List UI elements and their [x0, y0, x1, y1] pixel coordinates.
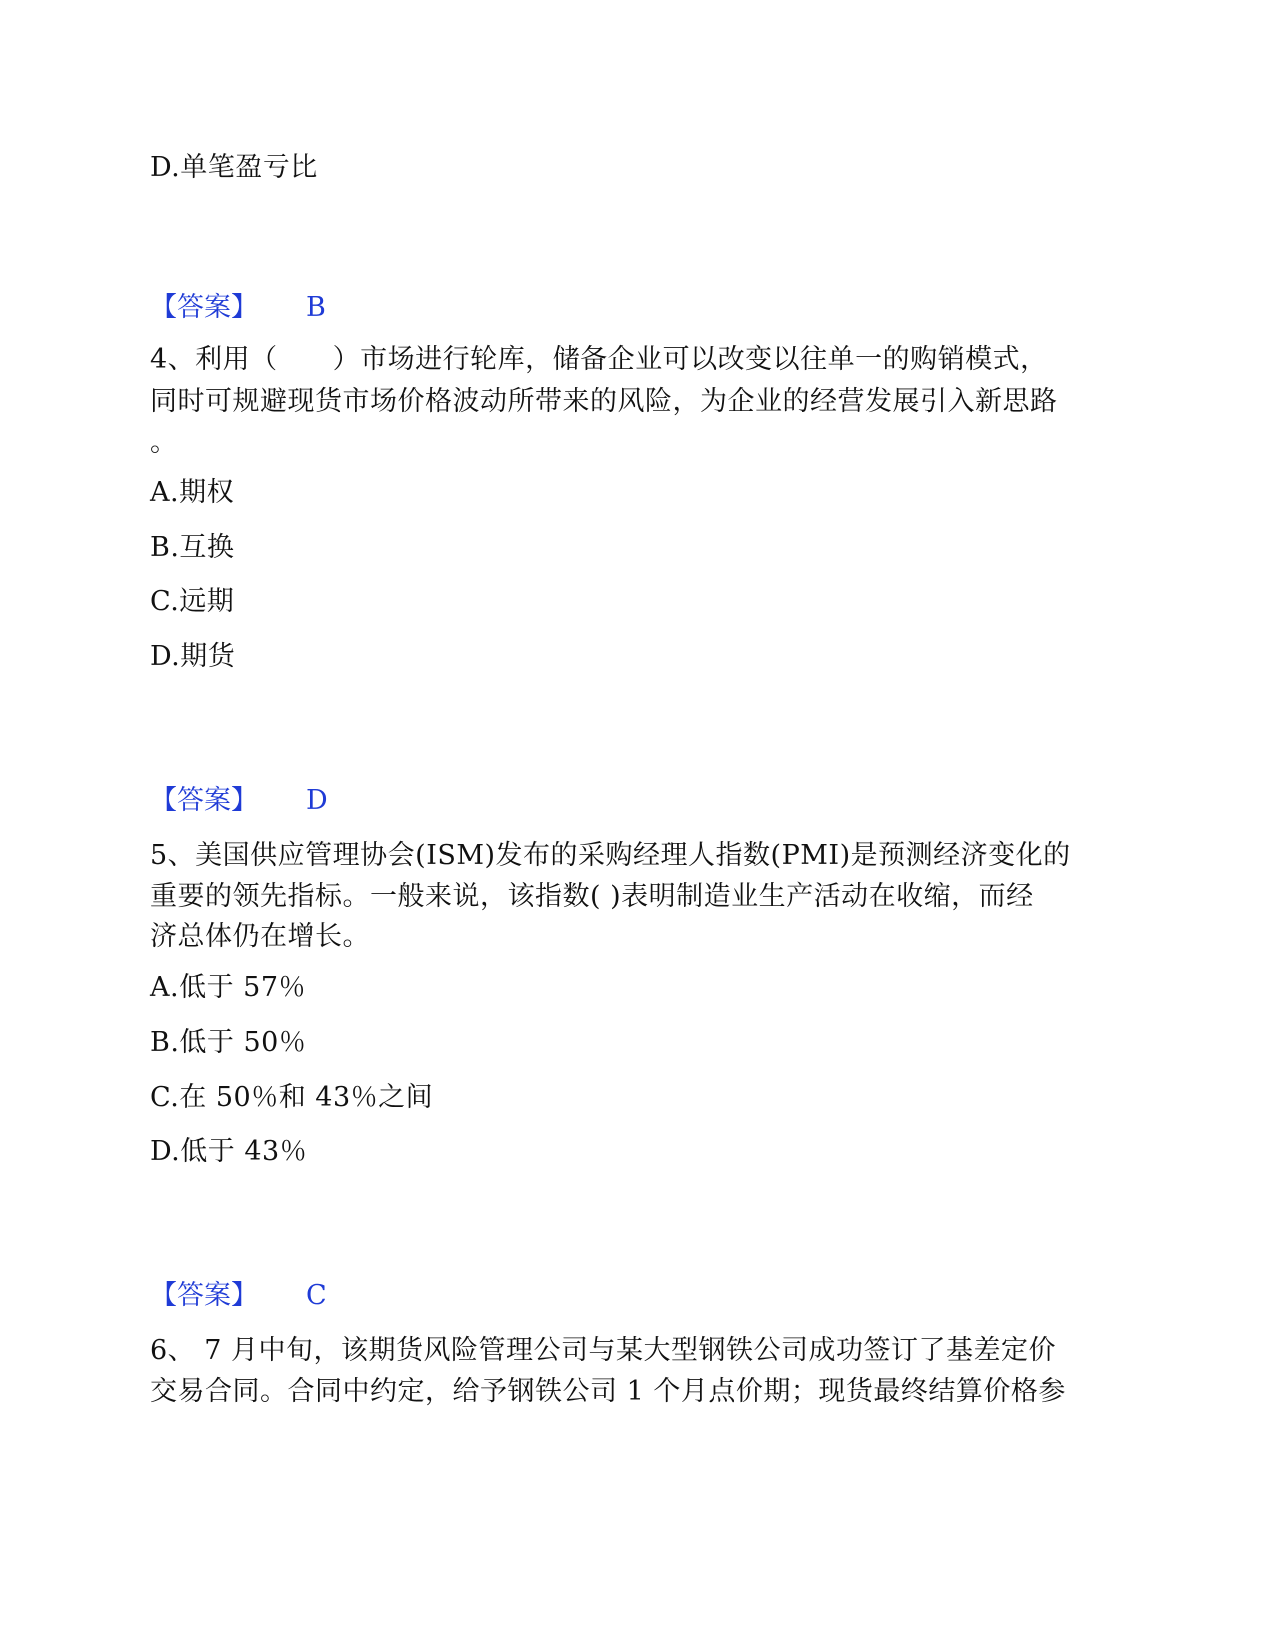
question-line: 济总体仍在增长。 — [150, 921, 370, 952]
option-d: D.低于 43％ — [150, 1136, 308, 1167]
answer-label: 【答案】 — [150, 785, 258, 816]
option-c: C.在 50％和 43％之间 — [150, 1082, 434, 1113]
answer-label: 【答案】 — [150, 292, 258, 323]
option-c: C.远期 — [150, 586, 235, 617]
question-line: 6、 7 月中旬，该期货风险管理公司与某大型钢铁公司成功签订了基差定价 — [150, 1335, 1057, 1366]
option-b: B.低于 50％ — [150, 1027, 307, 1058]
question-line: 交易合同。合同中约定，给予钢铁公司 1 个月点价期；现货最终结算价格参 — [150, 1376, 1066, 1407]
answer-label: 【答案】 — [150, 1280, 258, 1311]
answer-row-4 — [150, 783, 328, 819]
option-d-prev: D.单笔盈亏比 — [150, 152, 318, 183]
answer-row-3 — [150, 290, 326, 326]
option-b: B.互换 — [150, 532, 235, 563]
question-line: 重要的领先指标。一般来说，该指数( )表明制造业生产活动在收缩，而经 — [150, 881, 1034, 912]
question-line: 。 — [150, 427, 178, 458]
answer-value: C — [306, 1280, 327, 1311]
option-a: A.低于 57％ — [150, 972, 307, 1003]
answer-value: B — [306, 292, 326, 323]
question-line: 5、美国供应管理协会(ISM)发布的采购经理人指数(PMI)是预测经济变化的 — [150, 840, 1071, 871]
option-a: A.期权 — [150, 477, 235, 508]
option-d: D.期货 — [150, 641, 236, 672]
answer-row-5 — [150, 1278, 327, 1314]
question-line: 同时可规避现货市场价格波动所带来的风险，为企业的经营发展引入新思路 — [150, 386, 1058, 417]
answer-value: D — [306, 785, 328, 816]
question-line: 4、利用（ ）市场进行轮库，储备企业可以改变以往单一的购销模式， — [150, 344, 1048, 375]
